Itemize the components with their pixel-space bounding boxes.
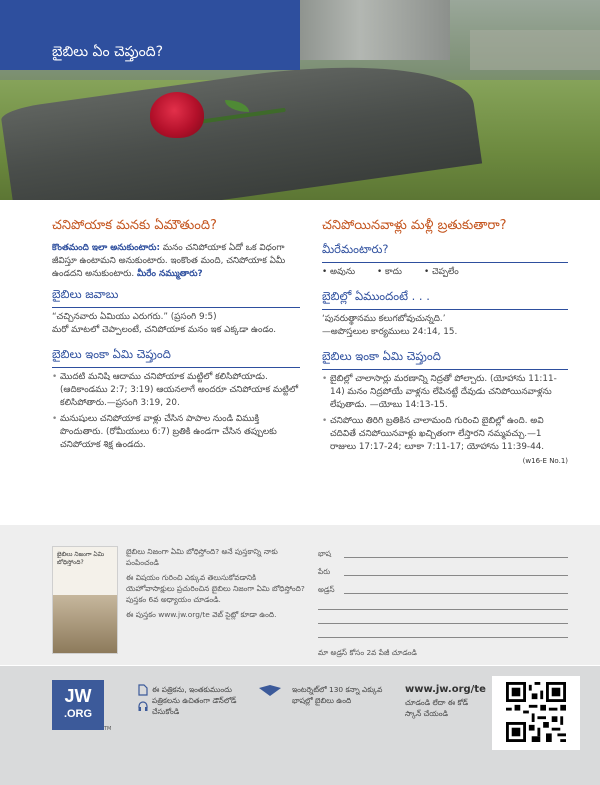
page-title: బైబిలు ఏం చెప్తుంది? (52, 44, 164, 60)
bible-icon (258, 684, 282, 698)
qr-code[interactable] (492, 676, 580, 750)
says-quote: ‘పునరుత్థానము కలుగబోవుచున్నది.’ (322, 314, 446, 324)
bible-explain: మరో మాటలో చెప్పాలంటే, చనిపోయాక మనం ఇక ఎక్కడా ఉండం. (52, 325, 277, 335)
divider (52, 307, 300, 308)
left-intro (52, 242, 300, 281)
citation: (w16-E No.1) (522, 457, 568, 465)
left-question: మీరేం నమ్ముతారు? (137, 269, 203, 279)
right-more-heading: బైబిలు ఇంకా ఏమి చెప్తుంది (322, 349, 441, 363)
name-label: పేరు (318, 567, 331, 576)
list-item: • బైబిల్లో చాలాసార్లు మరణాన్ని నిద్రతో పోల్చారు. (యోహాను 11:11-14) మనం నిద్రపోయే వాళ్లను లేపినట్టే దేవుడు చనిపోయినవాళ్లను లేపుతాడు. —యోబు 14:13-15. (322, 373, 568, 412)
gravestone-background (300, 0, 450, 60)
document-icon (138, 684, 148, 696)
language-field[interactable] (318, 546, 568, 560)
divider (322, 369, 568, 370)
website-link[interactable]: www.jw.org/te (405, 684, 486, 695)
book-title: బైబిలు నిజంగా ఏమి బోధిస్తోంది? (57, 551, 105, 566)
gravestone-far (470, 30, 600, 70)
divider (322, 309, 568, 310)
list-item: • మొదటి మనిషి ఆదాము చనిపోయాక మట్టిలో కలిసిపోయాడు. (ఆదికాండము 2:7; 3:19) ఆయనలాగే అందరూ చనిపోయాక మట్టిలో కలిసిపోతారు.—ప్రసంగి 3:19, 20. (52, 371, 300, 410)
option-yes: • అవును (322, 267, 355, 279)
right-column (322, 218, 568, 465)
request-text-2: ఈ విషయం గురించి ఎక్కువ తెలుసుకోవడానికి యెహోవాసాక్షులు ప్రచురించిన బైబిలు నిజంగా ఏమి బోధిస్తోంది? పుస్తకం 6వ అధ్యాయం చూడండి. (126, 573, 305, 604)
divider (322, 262, 568, 263)
left-subheading: కొంతమంది ఇలా అనుకుంటారు: (52, 243, 160, 253)
name-line[interactable] (344, 575, 568, 576)
option-cant-say: • చెప్పలేం (424, 267, 459, 279)
name-field[interactable] (318, 564, 568, 578)
trademark: TM (104, 726, 112, 732)
bible-quote: “చచ్చినవారు ఏమియు ఎరుగరు.” (ప్రసంగి 9:5) (52, 312, 217, 322)
language-line[interactable] (344, 557, 568, 558)
divider (52, 367, 300, 368)
list-item: • మనుషులు చనిపోయాక వాళ్లు చేసిన పాపాల నుండి విముక్తి పొందుతారు. (రోమీయులు 6:7) బ్రతికి ఉండగా చేసిన తప్పులకు చనిపోయాక శిక్ష ఉండదు. (52, 413, 300, 452)
book-image (53, 595, 117, 653)
says-label: బైబిల్లో ఏముందంటే . . . (322, 289, 430, 303)
address-label: అడ్రస్ (318, 585, 335, 594)
right-heading: చనిపోయినవాళ్లు మళ్లీ బ్రతుకుతారా? (322, 218, 507, 233)
rose-icon (150, 92, 204, 138)
address-note: మా అడ్రస్ కోసం 2వ పేజీ చూడండి (318, 648, 417, 657)
left-column (52, 218, 300, 455)
left-intro-text: మనం చనిపోయాక ఏదో ఒక విధంగా జీవిస్తూ ఉంటామని అనుకుంటారు. ఇంకొంత మంది, చనిపోయాక ఏమీ ఉండదని అనుకుంటారు. (52, 243, 286, 279)
left-heading: చనిపోయాక మనకు ఏమౌతుంది? (52, 218, 217, 233)
address-line-2[interactable] (318, 596, 568, 610)
address-line-3[interactable] (318, 610, 568, 624)
request-text (126, 546, 306, 624)
opinion-label: మీరేమంటారు? (322, 242, 389, 256)
address-field[interactable] (318, 582, 568, 596)
download-text: ఈ పత్రికను, ఇంతకుముందు పత్రికలను ఉచితంగా డౌన్‌లోడ్ చేసుకోండి (152, 685, 237, 716)
headphones-icon (138, 700, 148, 712)
book-cover (52, 546, 118, 654)
logo-bottom: .ORG (63, 708, 93, 720)
request-form (318, 546, 568, 638)
jw-logo[interactable] (52, 680, 104, 730)
request-text-1: బైబిలు నిజంగా ఏమి బోధిస్తోంది? అనే పుస్తకాన్ని నాకు పంపించండి (126, 547, 278, 567)
says-ref: —అపొస్తలుల కార్యములు 24:14, 15. (322, 327, 458, 337)
language-label: భాష (318, 549, 331, 558)
list-item: • చనిపోయి తిరిగి బ్రతికిన చాలామంది గురించి బైబిల్లో ఉంది. అవి చదివితే చనిపోయినవాళ్లు ఖచ్చితంగా లేస్తారని నమ్మవచ్చు.—1 రాజులు 17:17-24; లూకా 7:11-17; యోహాను 11:39-44. (322, 415, 568, 454)
answer-label: బైబిలు జవాబు (52, 287, 119, 301)
opinion-options (322, 267, 568, 279)
address-line[interactable] (344, 593, 568, 594)
left-more-heading: బైబిలు ఇంకా ఏమి చెప్తుంది (52, 347, 171, 361)
address-line-4[interactable] (318, 624, 568, 638)
bible-languages-text: ఇంటర్నెట్‌లో 130 కన్నా ఎక్కువ భాషల్లో బైబిలు ఉంది (292, 685, 383, 705)
logo-top: JW (64, 686, 92, 706)
scan-text: చూడండి లేదా ఈ కోడ్ స్కాన్ చేయండి (405, 698, 469, 718)
left-bullets (52, 371, 300, 452)
right-bullets (322, 373, 568, 454)
request-text-3: ఈ పుస్తకం www.jw.org/te వెబ్ సైట్లో కూడా ఉంది. (126, 610, 277, 619)
option-no: • కాదు (377, 267, 402, 279)
qr-icon (506, 681, 566, 743)
